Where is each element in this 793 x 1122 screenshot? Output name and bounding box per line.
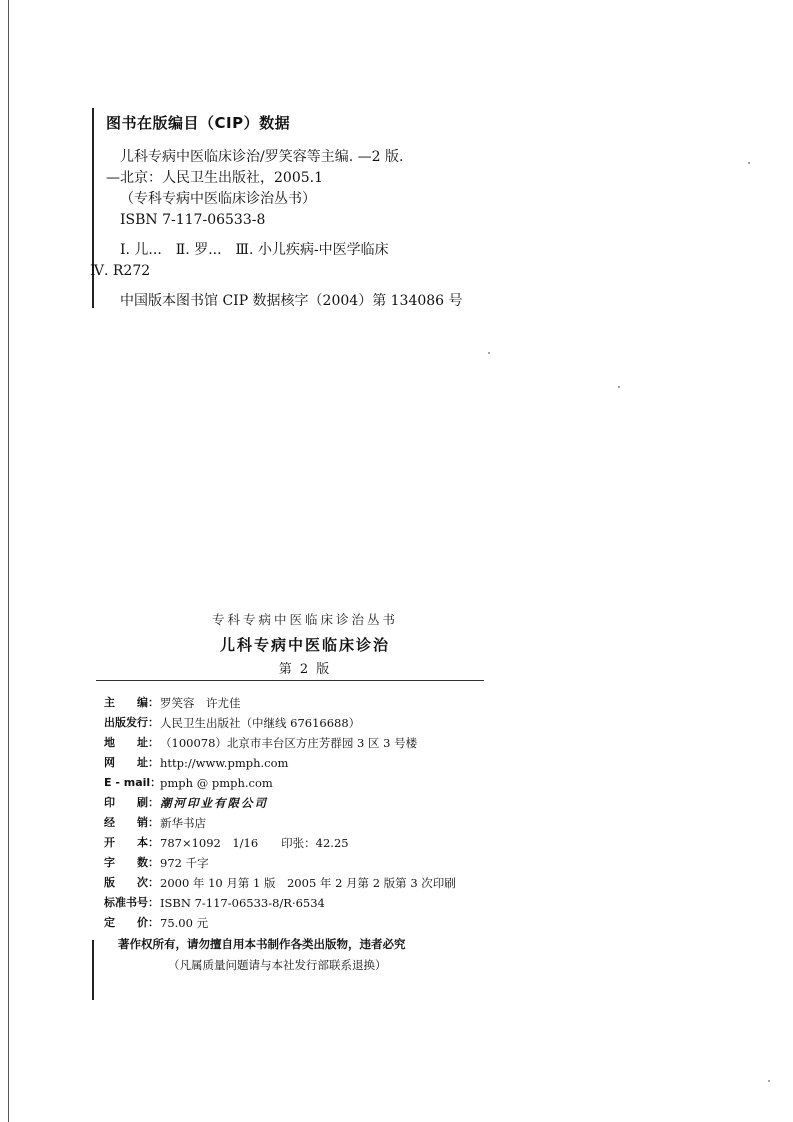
address-label: 地 址：: [104, 736, 159, 749]
series-title: 专科专病中医临床诊治丛书: [211, 612, 398, 627]
scan-speck: [748, 162, 750, 164]
editor-value: 罗笑容 许尤佳: [160, 696, 241, 710]
distributor-row: [104, 813, 524, 833]
format-label: 开 本：: [104, 836, 159, 849]
printer-row: [104, 793, 524, 813]
price-label: 定 价：: [104, 916, 159, 929]
word-count-row: [104, 853, 524, 873]
word-count-label: 字 数：: [104, 856, 159, 869]
address-value: （100078）北京市丰台区方庄芳群园 3 区 3 号楼: [160, 736, 418, 750]
printing-value: 2000 年 10 月第 1 版 2005 年 2 月第 2 版第 3 次印刷: [160, 876, 456, 890]
printing-label: 版 次：: [104, 876, 159, 889]
scan-speck: [618, 386, 620, 388]
cip-heading: 图书在版编目（CIP）数据: [106, 114, 291, 132]
printing-row: [104, 873, 524, 893]
isbn-label: 标准书号：: [104, 896, 159, 909]
publication-details: [104, 693, 524, 975]
distributor-label: 经 销：: [104, 816, 159, 829]
cip-subject-line: Ⅰ. 儿... Ⅱ. 罗... Ⅲ. 小儿疾病-中医学临床: [120, 242, 389, 258]
returns-notice: （凡属质量问题请与本社发行部联系退换）: [168, 958, 387, 972]
scan-speck: [768, 1080, 770, 1082]
title-divider: [96, 680, 484, 681]
cip-isbn-line: ISBN 7-117-06533-8: [120, 212, 266, 228]
format-value: 787×1092 1/16 印张：42.25: [160, 836, 349, 850]
word-count-value: 972 千字: [160, 856, 209, 870]
distributor-value: 新华书店: [160, 816, 206, 830]
address-row: [104, 733, 524, 753]
printer-value: 潮河印业有限公司: [160, 796, 268, 810]
book-title-block: [170, 610, 440, 677]
website-label: 网 址：: [104, 756, 159, 769]
printer-label: 印 刷：: [104, 796, 159, 809]
editor-row: [104, 693, 524, 713]
email-value: pmph @ pmph.com: [160, 776, 273, 790]
editor-label: 主 编：: [104, 696, 159, 709]
format-row: [104, 833, 524, 853]
publisher-value: 人民卫生出版社（中继线 67616688）: [160, 716, 361, 730]
scan-speck: [488, 352, 490, 354]
publisher-label: 出版发行：: [104, 716, 159, 729]
website-value: http://www.pmph.com: [160, 756, 289, 770]
cip-series-line: （专科专病中医临床诊治丛书）: [120, 191, 316, 207]
cip-record-number-line: 中国版本图书馆 CIP 数据核字（2004）第 134086 号: [120, 293, 463, 309]
price-row: [104, 913, 524, 933]
isbn-row: [104, 893, 524, 913]
publisher-row: [104, 713, 524, 733]
page-edge-line: [8, 0, 9, 1122]
cip-publisher-line: —北京：人民卫生出版社，2005.1: [106, 170, 323, 186]
edition: 第 2 版: [278, 662, 332, 677]
price-value: 75.00 元: [160, 916, 209, 930]
details-left-rule: [92, 940, 94, 1000]
email-row: [104, 773, 524, 793]
cip-classification-line: Ⅳ. R272: [90, 263, 151, 279]
isbn-value: ISBN 7-117-06533-8/R·6534: [160, 896, 325, 910]
copyright-notice: 著作权所有，请勿擅自用本书制作各类出版物，违者必究: [118, 937, 406, 951]
email-label: E - mail：: [104, 776, 162, 789]
cip-data-block: [90, 112, 546, 312]
cip-title-line: 儿科专病中医临床诊治/罗笑容等主编. —2 版.: [120, 149, 404, 165]
book-title: 儿科专病中医临床诊治: [219, 636, 390, 654]
website-row: [104, 753, 524, 773]
